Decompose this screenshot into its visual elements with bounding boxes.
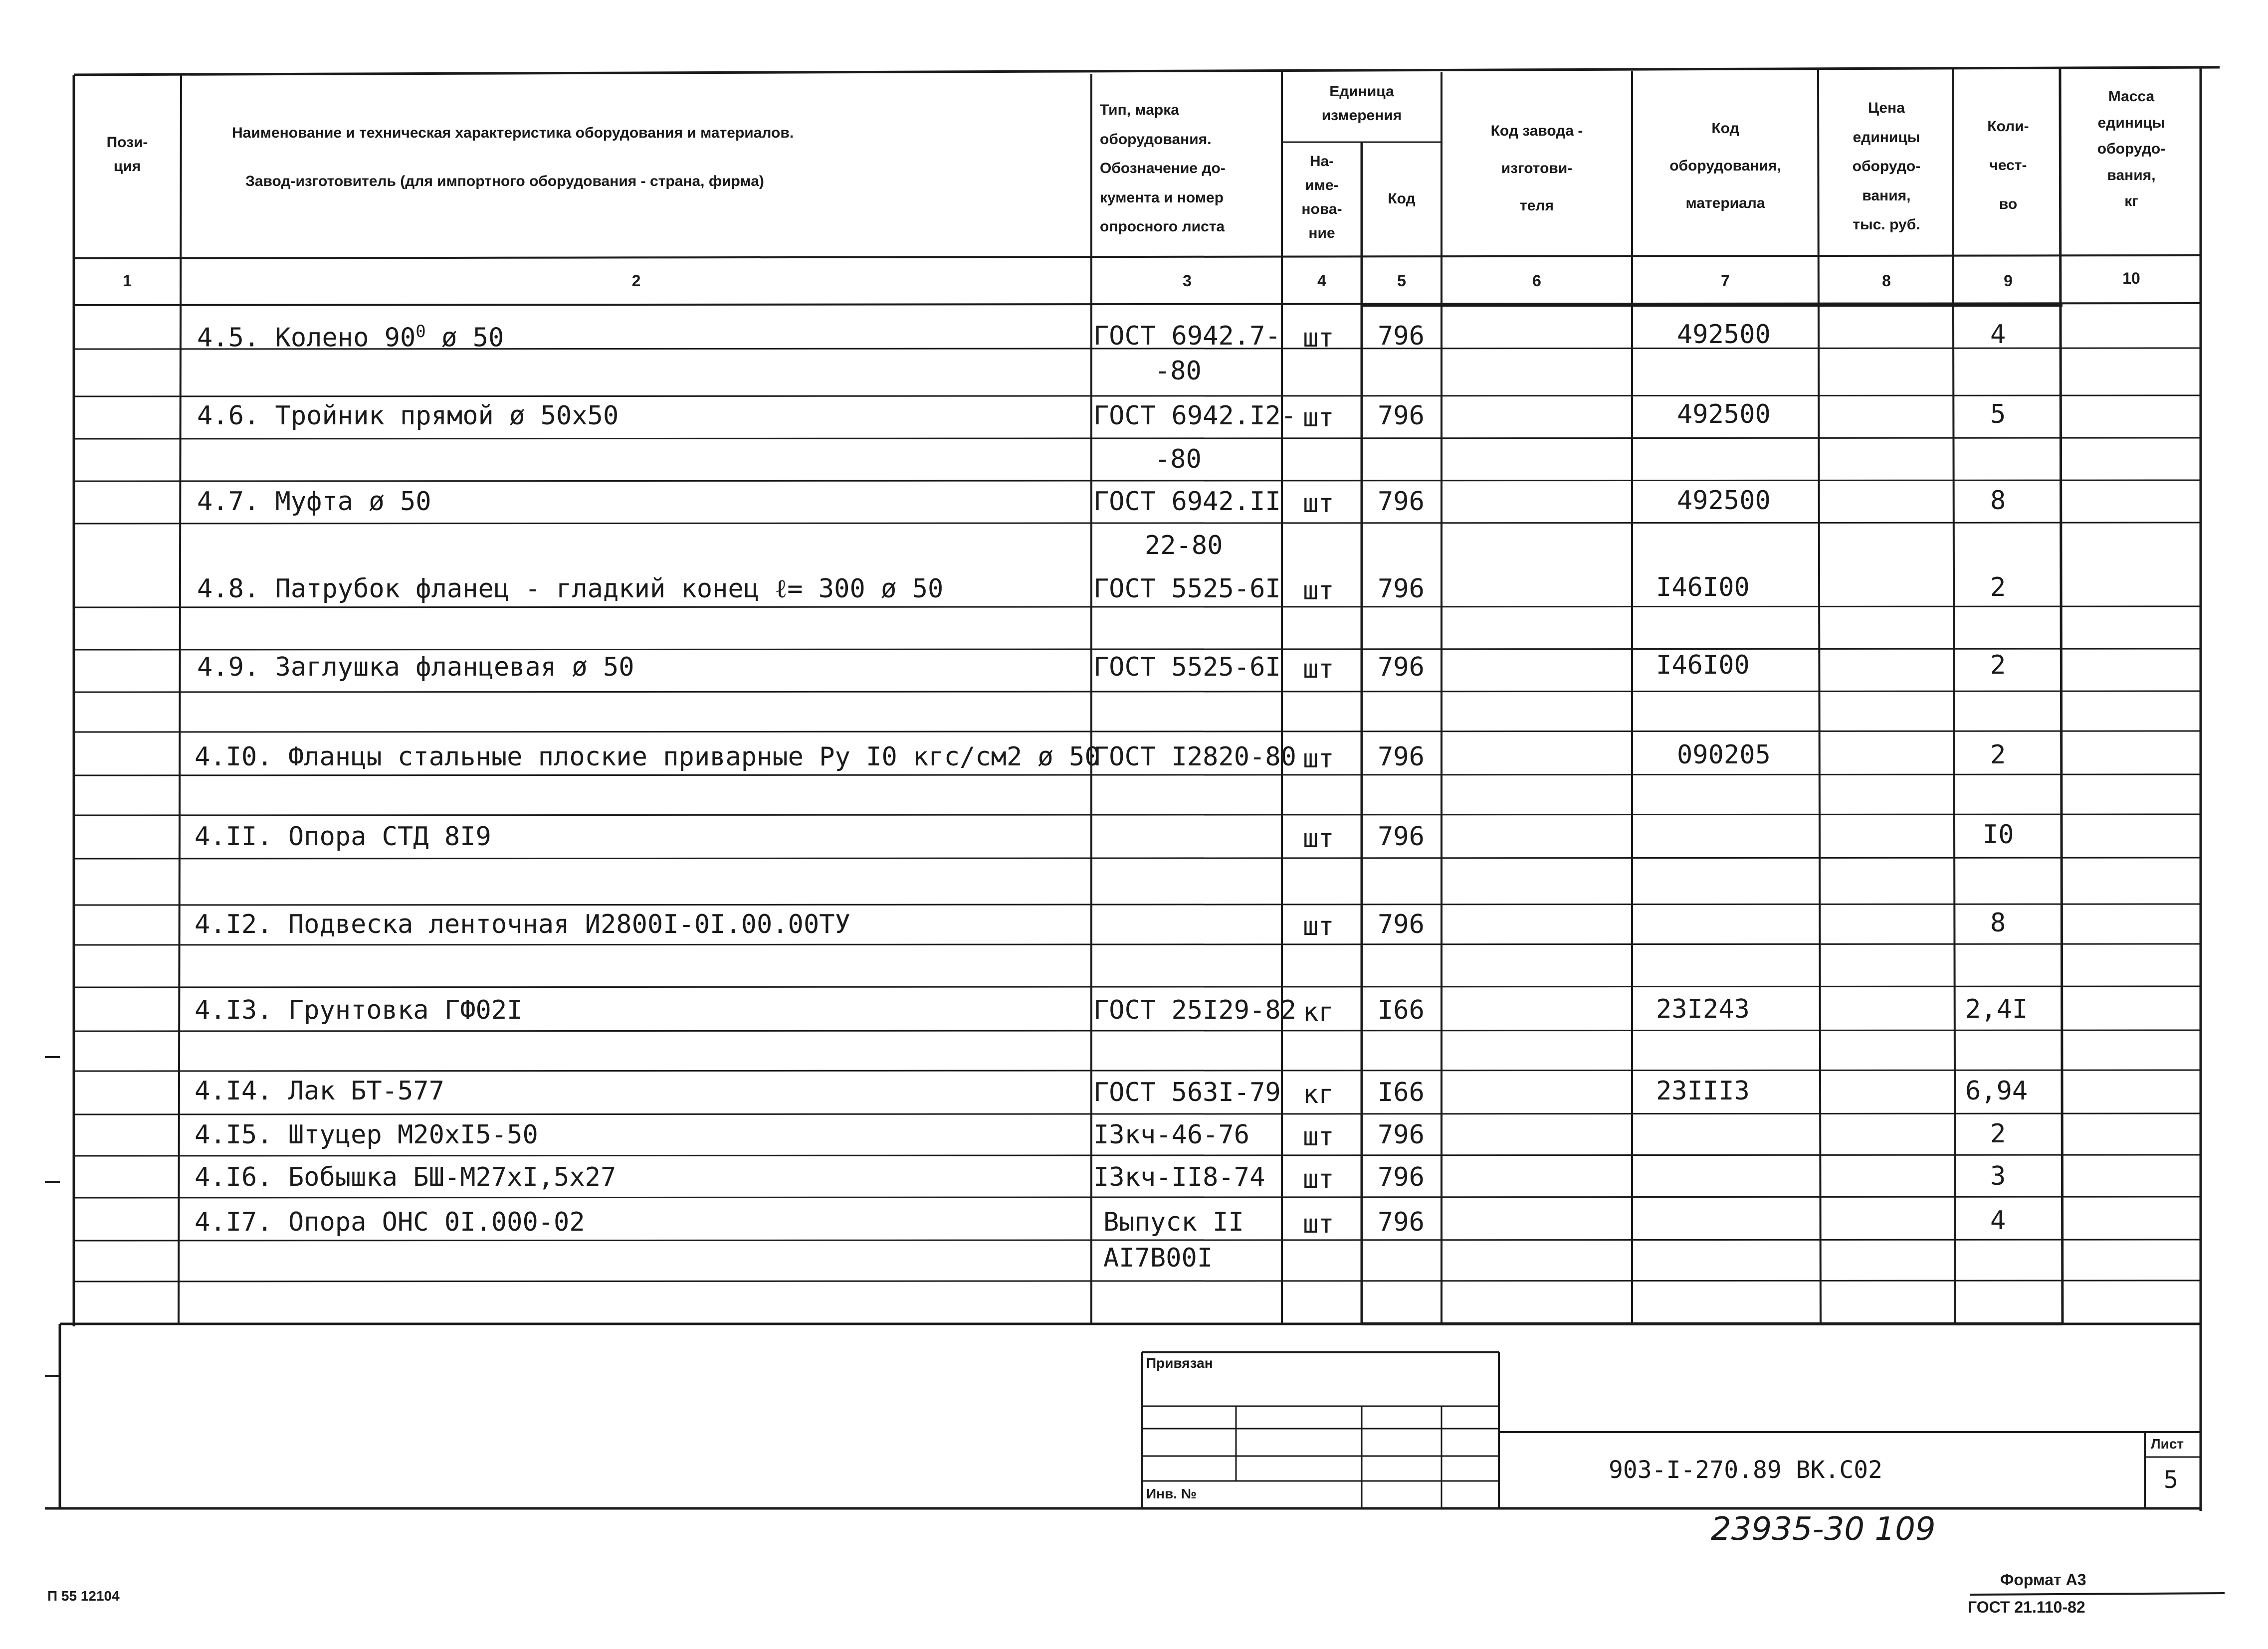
item-quantity: 2	[1990, 1119, 2006, 1149]
item-unit: шт	[1303, 403, 1334, 433]
col-number-7: 7	[1721, 272, 1730, 290]
stamp-inv-number: Инв. №	[1146, 1486, 1197, 1501]
item-material-code: 23III3	[1656, 1076, 1750, 1106]
col-number-9: 9	[2004, 272, 2013, 290]
header-quantity: Коли- чест- во	[1987, 118, 2029, 212]
item-unit: шт	[1303, 1209, 1334, 1239]
item-name: 4.II. Опора СТД 8I9	[195, 822, 491, 852]
item-material-code: 23I243	[1656, 994, 1750, 1024]
left-code: П 55 12104	[47, 1588, 120, 1604]
item-name: 4.I0. Фланцы стальные плоские приварные Ру I0 кгс/см2 ø 50	[195, 742, 1100, 772]
item-document-cont: AI7B00I	[1103, 1243, 1213, 1273]
item-unit-code: 796	[1378, 401, 1425, 431]
header-unit-price: Цена единицы оборудо- вания, тыс. руб.	[1852, 100, 1921, 233]
item-quantity: 2,4I	[1965, 994, 2028, 1024]
item-document: I3кч-46-76	[1093, 1120, 1250, 1150]
item-unit: шт	[1303, 654, 1334, 684]
item-material-code: I46I00	[1656, 572, 1750, 602]
item-quantity: 2	[1990, 740, 2006, 770]
item-unit-code: 796	[1378, 822, 1425, 852]
col-number-10: 10	[2122, 269, 2140, 287]
item-document: ГОСТ 5525-6I	[1093, 652, 1281, 682]
header-unit-name: На- име- нова- ние	[1301, 153, 1342, 241]
item-name: 4.I5. Штуцер М20хI5-50	[195, 1120, 538, 1150]
item-unit: кг	[1303, 997, 1334, 1027]
header-type: Тип, марка оборудования. Обозначение до- кумента и номер опросного листа	[1100, 102, 1226, 235]
item-unit: шт	[1303, 744, 1334, 774]
header-material-code: Код оборудования, материала	[1669, 120, 1781, 211]
item-quantity: 6,94	[1965, 1076, 2028, 1106]
item-unit: шт	[1303, 824, 1334, 854]
item-material-code: 492500	[1677, 399, 1771, 429]
item-unit-code: I66	[1378, 995, 1425, 1025]
header-name-line1: Наименование и техническая характеристика оборудования и материалов.	[232, 125, 794, 141]
item-document-cont: -80	[1155, 356, 1202, 386]
item-quantity: 8	[1990, 486, 2006, 516]
item-unit-code: 796	[1378, 1162, 1425, 1192]
header-unit-group: Единица измерения	[1321, 83, 1402, 124]
item-quantity: 4	[1990, 1206, 2006, 1236]
item-name: 4.I6. Бобышка БШ-М27хI,5х27	[195, 1162, 617, 1192]
item-document: I3кч-II8-74	[1093, 1162, 1265, 1192]
item-unit-code: 796	[1378, 742, 1425, 772]
item-unit: шт	[1303, 1122, 1334, 1152]
item-document: ГОСТ 6942.7-	[1093, 321, 1281, 351]
item-unit: шт	[1303, 1164, 1334, 1194]
item-unit-code: 796	[1378, 487, 1425, 517]
col-number-6: 6	[1532, 272, 1541, 290]
item-material-code: I46I00	[1656, 650, 1750, 680]
item-quantity: I0	[1983, 820, 2014, 850]
item-material-code: 090205	[1677, 740, 1771, 770]
item-name: 4.I3. Грунтовка ГФ02I	[195, 995, 523, 1025]
item-document: ГОСТ 563I-79	[1093, 1078, 1281, 1107]
item-unit-code: 796	[1378, 652, 1425, 682]
item-unit-code: 796	[1378, 1120, 1425, 1150]
item-document: ГОСТ 25I29-82	[1093, 995, 1296, 1025]
item-unit-code: 796	[1378, 574, 1425, 604]
item-document-cont: 22-80	[1145, 531, 1223, 560]
header-mass: Масса единицы оборудо- вания, кг	[2097, 88, 2166, 209]
item-document: Выпуск II	[1103, 1207, 1244, 1237]
item-unit: шт	[1303, 912, 1334, 941]
item-unit-code: I66	[1378, 1078, 1425, 1107]
item-quantity: 8	[1990, 908, 2006, 938]
item-material-code: 492500	[1677, 320, 1771, 350]
item-unit: кг	[1303, 1080, 1334, 1109]
item-name: 4.5. Колено $90^0$ ø 50	[197, 322, 504, 353]
handwritten-number: 23935-30 109	[1711, 1511, 1936, 1548]
item-document: ГОСТ I2820-80	[1093, 742, 1296, 772]
item-quantity: 2	[1990, 572, 2006, 602]
item-document: ГОСТ 5525-6I	[1093, 574, 1281, 604]
header-position: Пози- ция	[106, 134, 148, 175]
item-unit: шт	[1303, 576, 1334, 606]
item-unit: шт	[1303, 323, 1334, 353]
format-label: Формат А3	[2000, 1571, 2086, 1589]
item-material-code: 492500	[1677, 486, 1771, 516]
item-name: 4.6. Тройник прямой ø 50х50	[197, 401, 619, 431]
item-document: ГОСТ 6942.II	[1093, 487, 1281, 517]
col-number-1: 1	[123, 272, 132, 290]
item-quantity: 2	[1990, 650, 2006, 680]
item-name: 4.I7. Опора ОНС 0I.000-02	[195, 1207, 585, 1237]
header-plant-code: Код завода - изготови- теля	[1490, 123, 1583, 214]
item-document: ГОСТ 6942.I2-	[1093, 401, 1296, 431]
col-number-2: 2	[631, 272, 641, 290]
item-quantity: 5	[1990, 399, 2006, 429]
item-name: 4.I2. Подвеска ленточная И2800I-0I.00.00ТУ	[195, 910, 850, 939]
item-document-cont: -80	[1155, 444, 1202, 474]
stamp-privyazan: Привязан	[1146, 1355, 1213, 1371]
gost-label: ГОСТ 21.110-82	[1968, 1598, 2085, 1616]
item-name: 4.8. Патрубок фланец - гладкий конец ℓ= 300 ø 50	[197, 574, 944, 604]
sheet-number: 5	[2164, 1466, 2178, 1494]
item-unit: шт	[1303, 489, 1334, 519]
col-number-4: 4	[1317, 272, 1326, 290]
item-name: 4.I4. Лак БТ-577	[195, 1076, 444, 1106]
col-number-8: 8	[1882, 272, 1891, 290]
item-unit-code: 796	[1378, 910, 1425, 939]
item-unit-code: 796	[1378, 1207, 1425, 1237]
item-quantity: 3	[1990, 1161, 2006, 1191]
item-quantity: 4	[1990, 320, 2006, 350]
item-name: 4.7. Муфта ø 50	[197, 487, 431, 517]
col-number-5: 5	[1397, 272, 1406, 290]
document-designation: 903-I-270.89 ВК.С02	[1609, 1456, 1883, 1484]
sheet-label: Лист	[2151, 1436, 2184, 1452]
header-name-line2: Завод-изготовитель (для импортного оборудования - страна, фирма)	[245, 173, 764, 189]
item-name: 4.9. Заглушка фланцевая ø 50	[197, 652, 634, 682]
header-unit-code: Код	[1388, 190, 1416, 207]
col-number-3: 3	[1183, 272, 1192, 290]
item-unit-code: 796	[1378, 321, 1425, 351]
